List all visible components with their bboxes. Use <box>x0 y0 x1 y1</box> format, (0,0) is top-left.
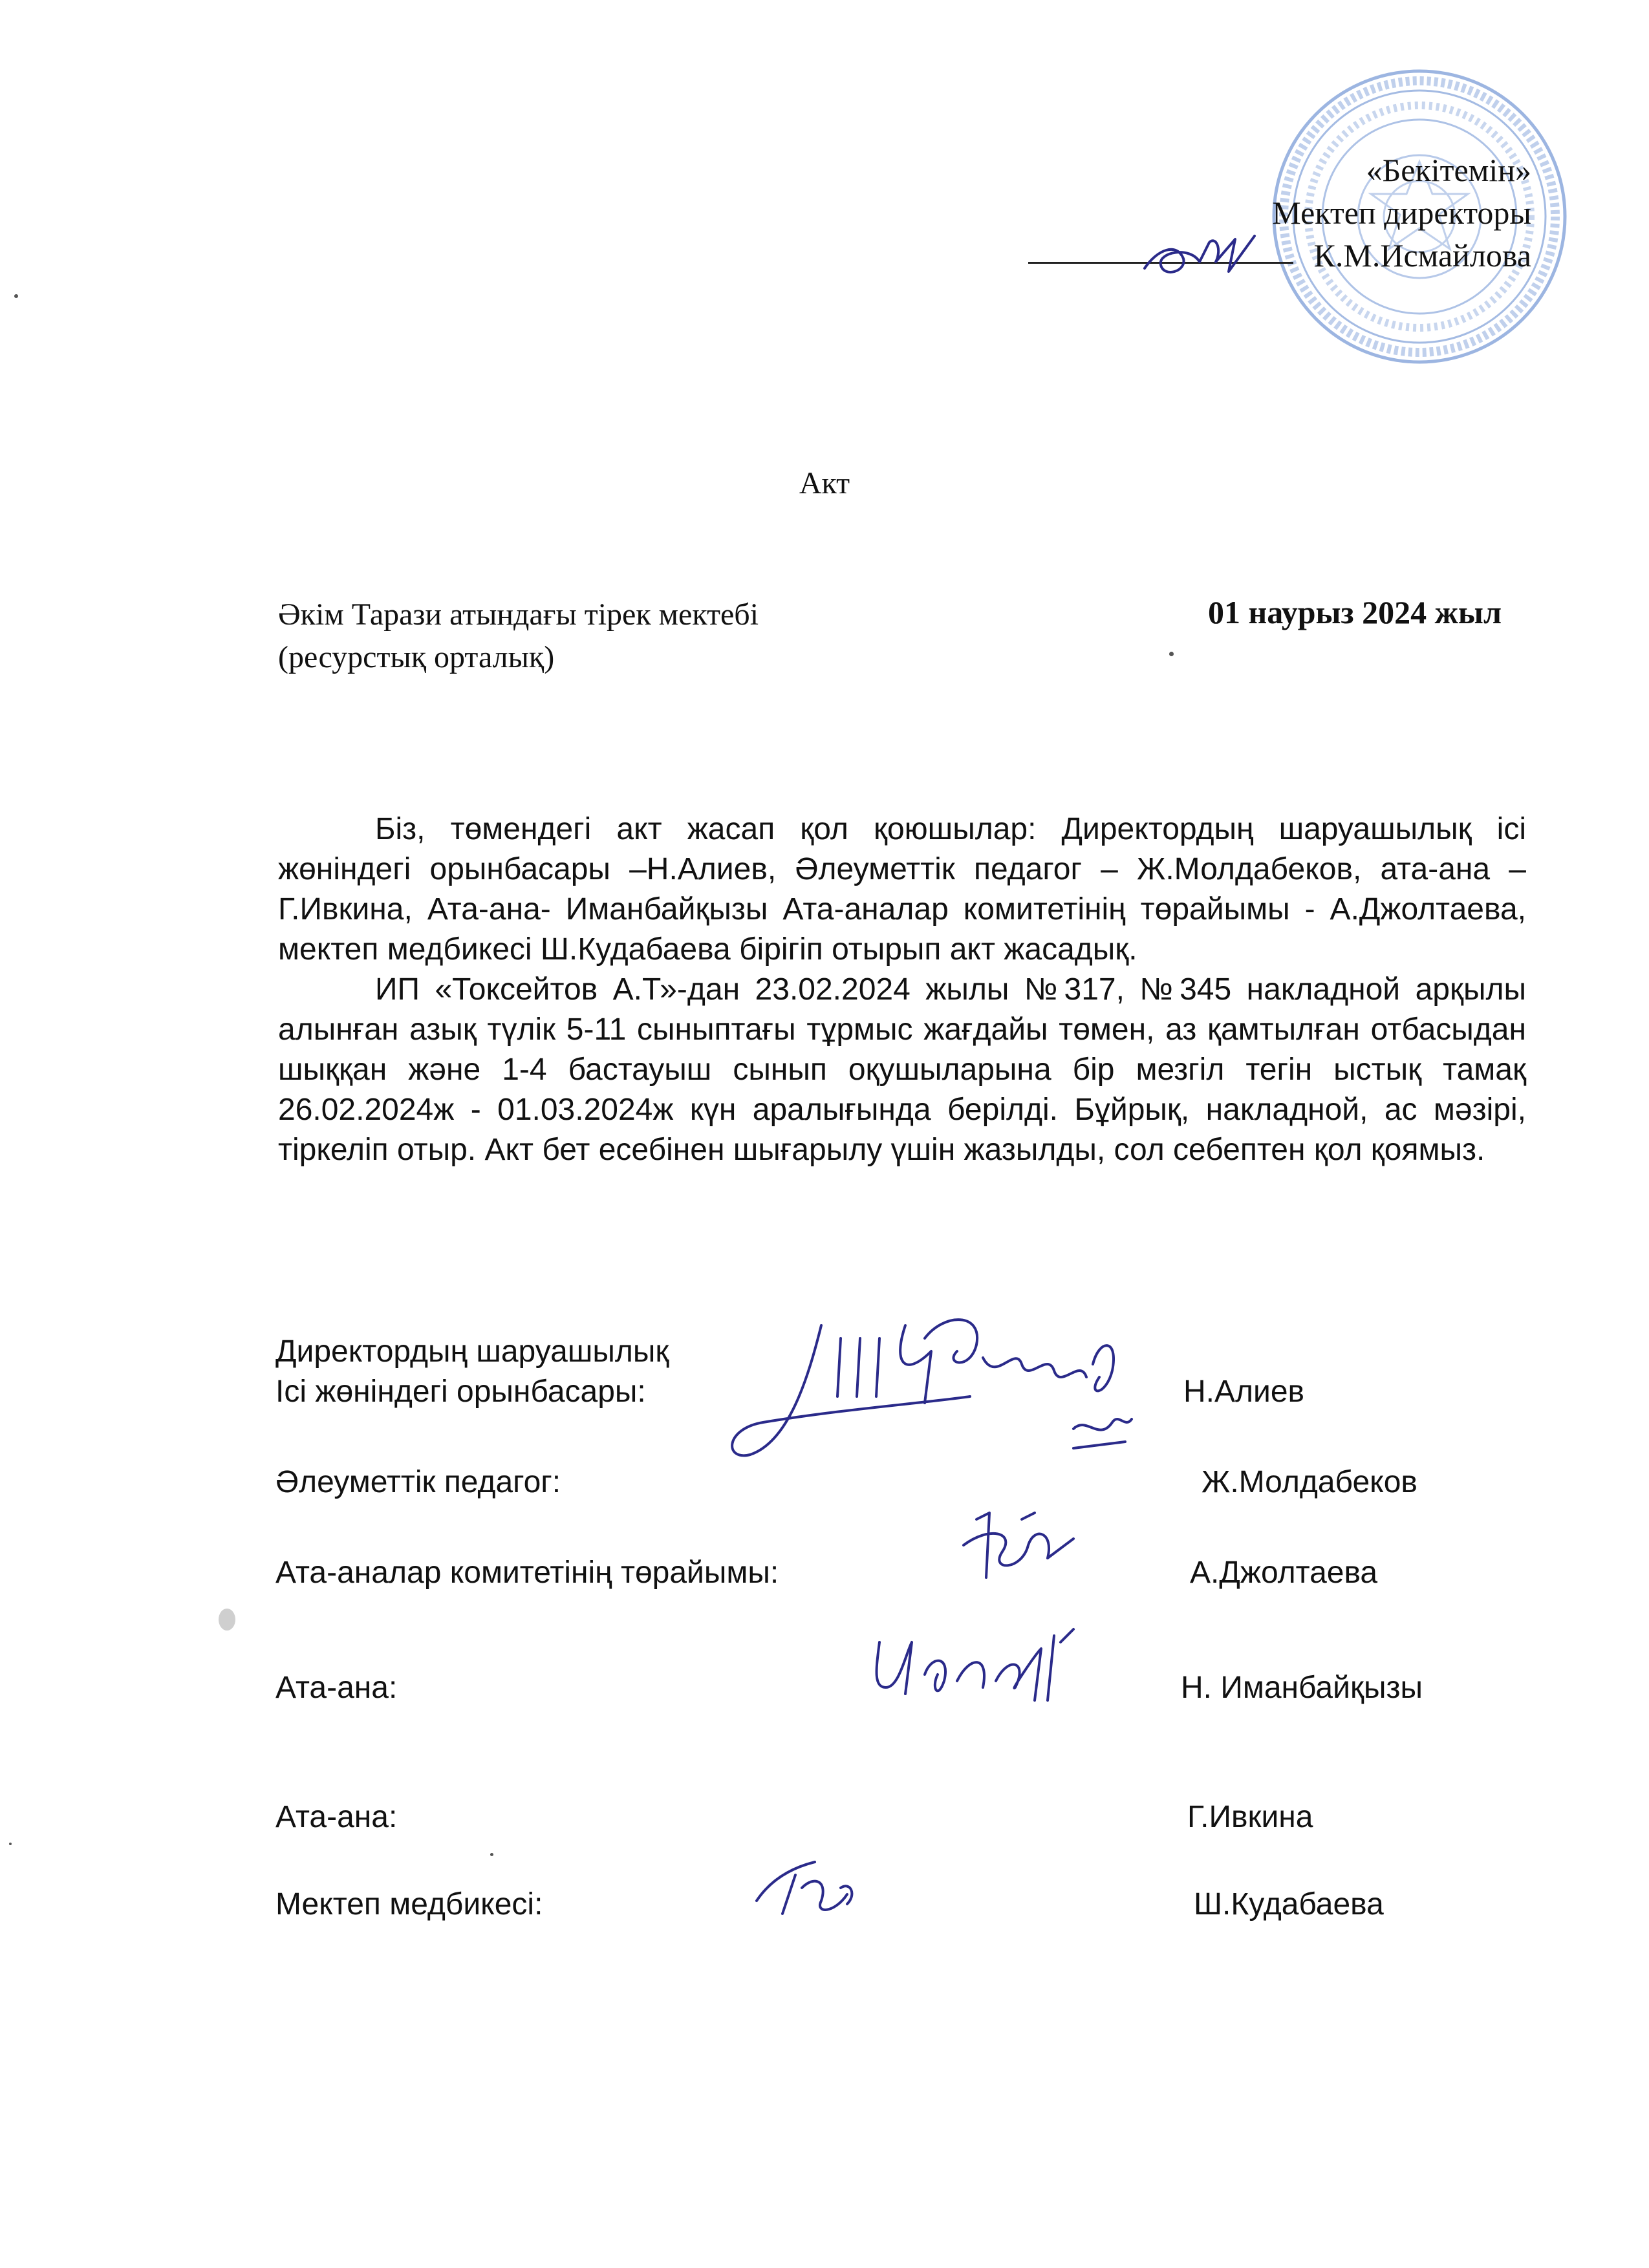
approval-position: Мектеп директоры <box>1272 195 1531 231</box>
document-title: Акт <box>799 466 850 500</box>
approval-heading: «Бекітемін» <box>1366 152 1531 188</box>
document-body <box>278 809 1526 1170</box>
document-date: 01 наурыз 2024 жыл <box>1207 594 1502 630</box>
approval-name: К.М.Исмайлова <box>1313 237 1531 273</box>
signature-imanbaykyzy <box>860 1616 1119 1713</box>
signatory-role-line: Директордың шаруашылық <box>275 1334 669 1369</box>
signatory-role <box>275 1797 397 1837</box>
signature-kudabaeva <box>744 1849 873 1927</box>
signatory-name: Ш.Кудабаева <box>1194 1887 1384 1921</box>
signatory-role <box>275 1462 561 1503</box>
organization <box>278 594 759 679</box>
signatory-role <box>275 1553 779 1593</box>
organization-name: Әкім Тарази атындағы тірек мектебі <box>278 597 759 632</box>
scan-speck <box>1169 652 1174 656</box>
signatory-name: Н. Иманбайқызы <box>1181 1671 1423 1705</box>
signatory-name: Ж.Молдабеков <box>1202 1465 1417 1499</box>
approval-block <box>1272 149 1531 277</box>
signatory-role <box>275 1332 669 1412</box>
scan-speck <box>219 1609 235 1631</box>
signatory-name: А.Джолтаева <box>1190 1556 1378 1590</box>
scan-speck <box>490 1853 493 1856</box>
signatory-role-line: Ісі жөніндегі орынбасары: <box>275 1375 646 1409</box>
signatory-role <box>275 1885 543 1925</box>
signatory-role <box>275 1668 397 1708</box>
signatory-role-line: Ата-ана: <box>275 1800 398 1834</box>
signatory-role-line: Мектеп медбикесі: <box>275 1887 543 1921</box>
director-signature <box>1138 223 1287 294</box>
signatory-role-line: Әлеуметтік педагог: <box>275 1465 561 1499</box>
organization-subtitle: (ресурстық орталық) <box>278 640 555 674</box>
signature-dzholtaeva <box>951 1500 1093 1597</box>
signatory-name: Н.Алиев <box>1183 1375 1305 1409</box>
scan-speck <box>9 1843 12 1845</box>
signatory-role-line: Ата-ана: <box>275 1671 398 1705</box>
body-paragraph: Біз, төмендегі акт жасап қол қоюшылар: Директордың шаруашылық ісі жөніндегі орынбасары –Н.Алиев, Әлеуметтік педагог – Ж.Молдабеков, ата-ана – Г.Ивкина, Ата-ана- Иманбайқызы Ата-аналар комитетінің төрайымы - А.Джолтаева, мектеп медбикесі Ш.Кудабаева бірігіп отырып акт жасадық. <box>278 812 1526 967</box>
body-paragraph: ИП «Токсейтов А.Т»-дан 23.02.2024 жылы №317, №345 накладной арқылы алынған азық түлік 5-11 сыныптағы тұрмыс жағдайы төмен, аз қамтылған отбасыдан шыққан және 1-4 бастауыш сынып оқушыларына бір мезгіл тегін ыстық тамақ 26.02.2024ж - 01.03.2024ж күн аралығында берілді. Бұйрық, накладной, ас мәзірі, тіркеліп отыр. Акт бет есебінен шығарылу үшін жазылды, сол себептен қол қоямыз. <box>278 972 1526 1167</box>
signature-aliev <box>711 1300 1164 1481</box>
scan-speck <box>14 294 18 298</box>
signatory-name: Г.Ивкина <box>1187 1800 1313 1834</box>
signatory-role-line: Ата-аналар комитетінің төрайымы: <box>275 1556 779 1590</box>
